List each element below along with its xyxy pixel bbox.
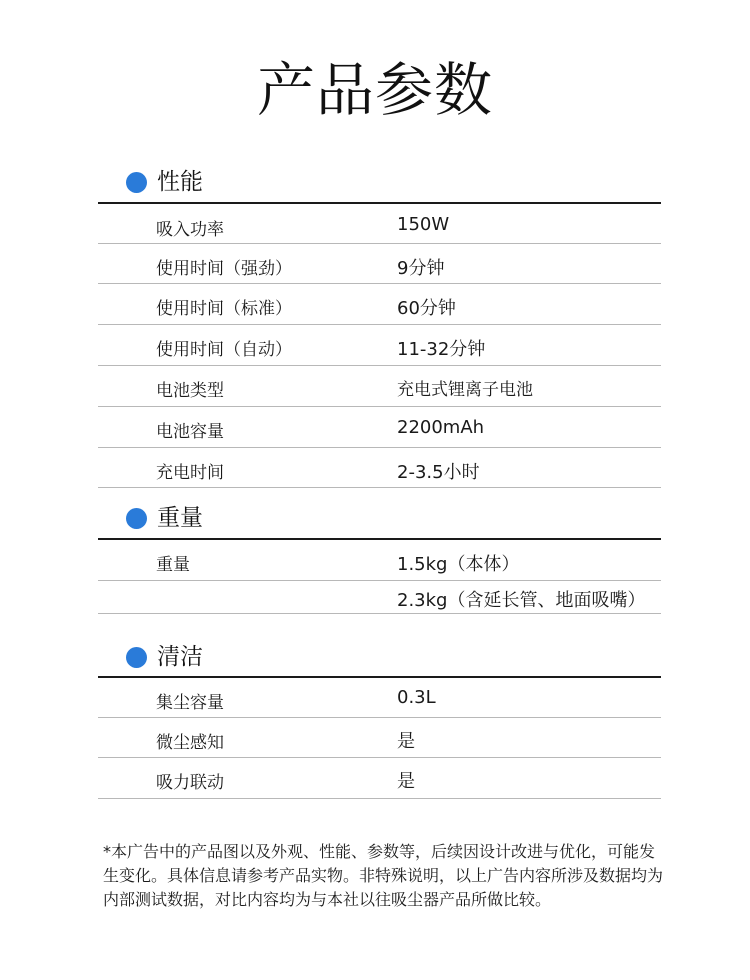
row-value: 60分钟	[397, 298, 456, 319]
section-title-weight: 重量	[157, 505, 203, 531]
row-label: 电池容量	[156, 422, 224, 442]
table-row	[98, 407, 661, 448]
row-label: 使用时间（强劲）	[156, 259, 292, 279]
row-value: 11-32分钟	[397, 339, 486, 360]
row-value: 是	[397, 771, 415, 792]
row-value: 150W	[397, 214, 450, 235]
row-value: 9分钟	[397, 258, 445, 279]
table-row	[98, 718, 661, 758]
row-label: 重量	[156, 555, 190, 575]
table-row	[98, 204, 661, 244]
table-row	[98, 448, 661, 488]
table-row	[98, 678, 661, 718]
row-value: 充电式锂离子电池	[397, 380, 533, 400]
table-row	[98, 284, 661, 325]
blue-dot-icon	[126, 508, 147, 529]
row-label: 使用时间（自动）	[156, 340, 292, 360]
table-row	[98, 540, 661, 581]
table-row	[98, 244, 661, 284]
section-header-performance	[126, 166, 203, 198]
table-row	[98, 581, 661, 614]
section-header-cleaning	[126, 641, 203, 673]
table-row	[98, 325, 661, 366]
table-row	[98, 758, 661, 799]
table-row	[98, 366, 661, 407]
row-value: 1.5kg（本体）	[397, 554, 520, 575]
row-label: 充电时间	[156, 463, 224, 483]
row-label: 微尘感知	[156, 733, 224, 753]
section-title-performance: 性能	[157, 169, 203, 195]
row-label: 电池类型	[156, 381, 224, 401]
row-label: 吸入功率	[156, 220, 224, 240]
row-value: 2.3kg（含延长管、地面吸嘴）	[397, 590, 646, 611]
row-label: 吸力联动	[156, 773, 224, 793]
row-label: 使用时间（标准）	[156, 299, 292, 319]
row-value: 0.3L	[397, 687, 436, 708]
blue-dot-icon	[126, 172, 147, 193]
blue-dot-icon	[126, 647, 147, 668]
row-label: 集尘容量	[156, 693, 224, 713]
disclaimer-footnote: *本广告中的产品图以及外观、性能、参数等，后续因设计改进与优化，可能发生变化。具体信息请参考产品实物。非特殊说明，以上广告内容所涉及数据均为内部测试数据，对比内容均为与本社以往吸尘器产品所做比较。	[103, 842, 664, 909]
section-title-cleaning: 清洁	[157, 644, 203, 670]
row-value: 2200mAh	[397, 417, 485, 438]
row-value: 2-3.5小时	[397, 462, 480, 483]
row-value: 是	[397, 731, 415, 752]
page-title: 产品参数	[256, 56, 493, 124]
section-header-weight	[126, 502, 203, 534]
